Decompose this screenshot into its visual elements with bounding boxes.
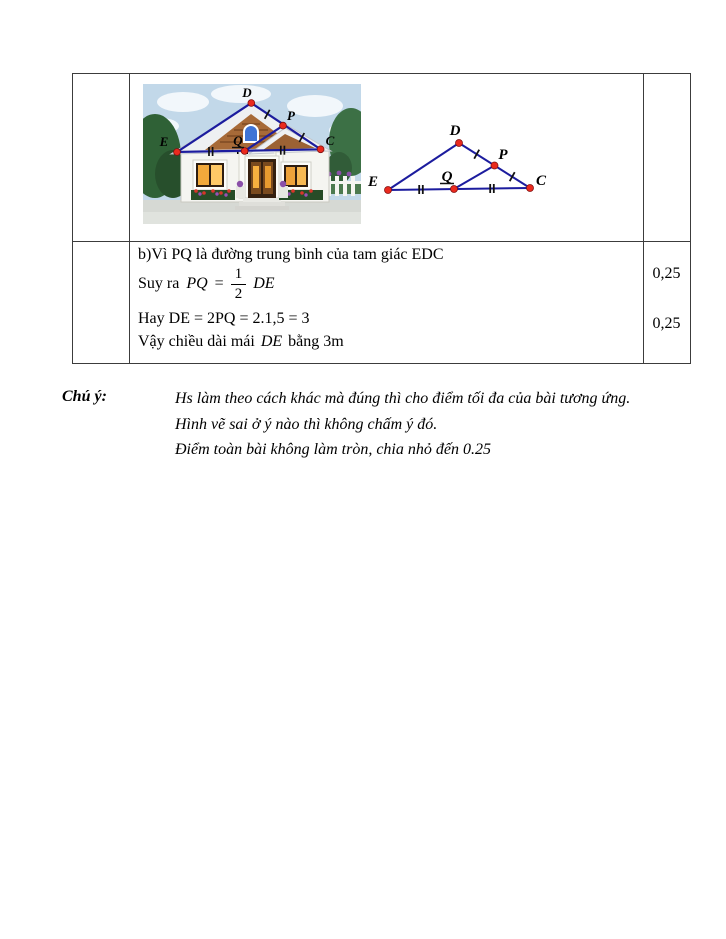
house-photo-figure [143,84,361,224]
solution-line-2 [138,264,275,304]
left-window [193,160,227,190]
note-line-1: Hs làm theo cách khác mà đúng thì cho điểm tối đa của bài tương ứng. [175,390,631,407]
point-dot-C [317,146,324,153]
answer-table [72,73,691,364]
notes-heading: Chú ý: [62,388,107,405]
formula-prefix: Suy ra [138,275,180,292]
label-D: D [449,123,461,139]
fraction-denominator: 2 [231,284,247,303]
conclusion-prefix: Vậy chiều dài mái [138,333,255,350]
front-door [245,156,279,198]
diagram-point-labels [367,123,547,190]
point-dot-D [248,100,255,107]
point-dot-Q [241,148,248,155]
point-dot-E [174,149,181,156]
note-line-3: Điểm toàn bài không làm tròn, chia nhỏ đến 0.25 [175,441,491,458]
score-value-2: 0,25 [652,315,681,332]
score-value-1: 0,25 [652,265,681,282]
label-E: E [367,174,379,190]
formula-rhs: DE [253,275,275,292]
solution-line-1: b)Vì PQ là đường trung bình của tam giác EDC [138,246,444,263]
house-photo [143,84,361,224]
conclusion-math: DE [260,333,283,350]
label-D: D [242,85,252,100]
point-dot-D [456,140,463,147]
point-dot-E [385,187,392,194]
table-column-divider-1 [129,74,130,363]
conclusion-suffix: bằng 3m [288,333,344,350]
note-line-2: Hình vẽ sai ở ý nào thì không chấm ý đó. [175,415,438,433]
formula-lhs: PQ [186,275,208,292]
table-row-divider [73,241,690,242]
point-dot-C [527,185,534,192]
fraction-numerator: 1 [234,265,243,282]
triangle-diagram-figure [361,106,551,201]
notes-lines [175,388,630,465]
formula-equals-sign: = [214,275,224,292]
point-dot-Q [451,186,458,193]
formula-fraction [231,266,247,303]
label-Q: Q [233,133,243,148]
label-Q: Q [441,169,453,185]
point-dot-P [491,162,498,169]
gable-arch-window [244,125,258,142]
point-dot-P [280,122,287,129]
label-P: P [498,147,508,163]
solution-line-3: Hay DE = 2PQ = 2.1,5 = 3 [138,310,310,327]
label-C: C [325,133,335,148]
label-E: E [159,134,169,149]
triangle-diagram [361,106,551,201]
pavement [143,212,361,224]
label-C: C [535,173,547,189]
solution-line-4 [138,332,344,352]
label-P: P [287,108,295,123]
triangle-lines [388,143,530,190]
